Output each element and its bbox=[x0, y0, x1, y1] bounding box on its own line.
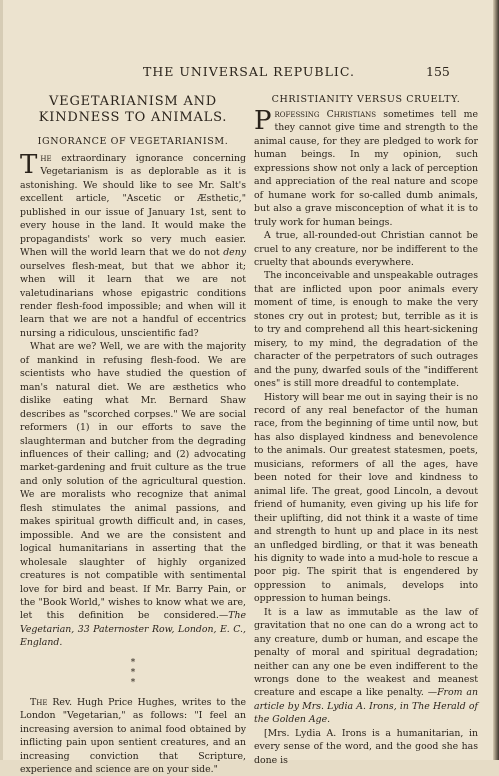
paragraph-history: History will bear me out in saying their is no record of any real benefactor of the human race, from the beginning of time until now, but has also displayed kindness and benevolence to the animals. Our greatest statesmen, poets, musicians, reformers of all the ages, have been noted for their love and kindness to animal life. The great, good Lincoln, a devout friend of humanity, even giving up his life for their uplifting, did not think it a waste of time and strength to hunt up and place in its nest an unfledged birdling, or that it was beneath his dignity to wade into a mud-hole to rescue a poor pig. The spirit that is engendered by oppression to animals, develops into oppression to human beings. bbox=[254, 391, 478, 605]
running-title: THE UNIVERSAL REPUBLIC. bbox=[143, 64, 355, 79]
section-divider-asterisks bbox=[20, 658, 246, 688]
paragraph-outrages: The inconceivable and unspeakable outrages that are inflicted upon poor animals every moment of time, is enough to make the very stones cry out in protest; but, terrible as it is to try and comprehend all this heart-sickening misery, to my mind, the degradation of the character of the perpetrators of such outrages and the puny, dwarfed souls of the "indifferent ones" is still more dreadful to contemplate. bbox=[254, 270, 478, 390]
paragraph-lead-smallcaps: he bbox=[40, 153, 52, 164]
paragraph-professing-christians bbox=[254, 108, 478, 229]
paragraph-ignorance bbox=[20, 152, 246, 340]
paragraph-lead-smallcaps: The bbox=[30, 696, 48, 708]
divider-asterisk: * bbox=[130, 657, 136, 668]
divider-asterisk: * bbox=[130, 677, 136, 688]
paragraph-text: Rev. Hugh Price Hughes, writes to the London "Vegetarian," as follows: "I feel an increasing aversion to animal food obtained by inflicting pain upon sentient creatures, and an increasing conviction that Scripture, experience and science are on your side." bbox=[20, 696, 246, 776]
paragraph-true-christian: A true, all-rounded-out Christian cannot be cruel to any creature, nor be indifferent to the cruelty that abounds everywhere. bbox=[254, 230, 478, 268]
article-title-vegetarianism: VEGETARIANISM AND KINDNESS TO ANIMALS. bbox=[38, 94, 228, 125]
paragraph-lead-smallcaps: rofessing Christians bbox=[274, 109, 377, 120]
article-title-christianity: CHRISTIANITY VERSUS CRUELTY. bbox=[271, 94, 461, 105]
emphasis-deny: deny bbox=[223, 247, 246, 259]
paragraph-hugh-price-hughes bbox=[20, 696, 246, 776]
paragraph-immutable-law bbox=[254, 606, 478, 727]
paragraph-lydia-irons: [Mrs. Lydia A. Irons is a humanitarian, in every sense of the word, and the good she has done is bbox=[254, 727, 478, 766]
page-number: 155 bbox=[426, 64, 450, 79]
paragraph-text-continued: ourselves flesh-meat, but that we abhor it; when will it learn that we are not valetudinarians whose epigastric conditions render flesh-food impossible; and when will it learn that we are not a handful of eccentrics nursing a ridiculous, unscientific fad? bbox=[20, 260, 246, 339]
paragraph-what-are-we bbox=[20, 340, 246, 649]
paragraph-text: It is a law as immutable as the law of gravitation that no one can do a wrong act to any creature, dumb or human, and escape the penalty of moral and spiritual degradation; neither can any one be even indifferent to the wrongs done to the weakest and meanest creature and escape a like penalty. — bbox=[254, 606, 478, 699]
running-head bbox=[0, 64, 499, 80]
divider-asterisk: * bbox=[130, 667, 136, 678]
paragraph-text: sometimes tell me they cannot give time and strength to the animal cause, for they are pledged to work for human beings. In my opinion, such expressions show not only a lack of perception and appreciation of the real nature and scope of humane work for so-called dumb animals, but also a grave misconception of what it is to truly work for human beings. bbox=[254, 109, 478, 228]
left-column bbox=[20, 94, 246, 776]
drop-cap-letter: T bbox=[20, 150, 38, 180]
drop-cap-letter: P bbox=[254, 106, 272, 136]
paragraph-text: What are we? Well, we are with the majority of mankind in refusing flesh-food. We are scientists who have studied the question of man's natural diet. We are æsthetics who dislike eating what Mr. Bernard Shaw describes as "scorched corpses." We are social reformers (1) in our efforts to save the slaughterman and butcher from the degrading influences of their calling; and (2) advocating market-gardening and fruit culture as the true and only solution of the agricultural question. We are moralists who recognize that animal flesh stimulates the animal passions, and makes spiritual growth difficult and, in cases, impossible. And we are the consistent and logical humanitarians in asserting that the wholesale slaughter of highly organized creatures is not compatible with sentimental love for bird and beast. If Mr. Barry Pain, or the "Book World," wishes to know what we are, let this definition be considered.— bbox=[20, 341, 246, 622]
source-citation: The Vegetarian, 33 Paternoster Row, London, E. C., England. bbox=[20, 610, 246, 649]
paragraph-text: extraordinary ignorance concerning Vegetarianism is as deplorable as it is astonishing. We should like to see Mr. Salt's excellent article, "Ascetic or Æsthetic," published in our issue of January 1st, sent to every house in the land. It would make the propagandists' work so very much easier. When will the world learn that we do not bbox=[20, 153, 246, 259]
source-citation: From an article by Mrs. Lydia A. Irons, in The Herald of the Golden Age. bbox=[254, 687, 478, 726]
page-left-edge bbox=[0, 0, 3, 760]
section-heading-ignorance: IGNORANCE OF VEGETARIANISM. bbox=[37, 136, 229, 147]
right-column bbox=[254, 94, 478, 767]
page-right-edge-shadow bbox=[493, 0, 499, 760]
